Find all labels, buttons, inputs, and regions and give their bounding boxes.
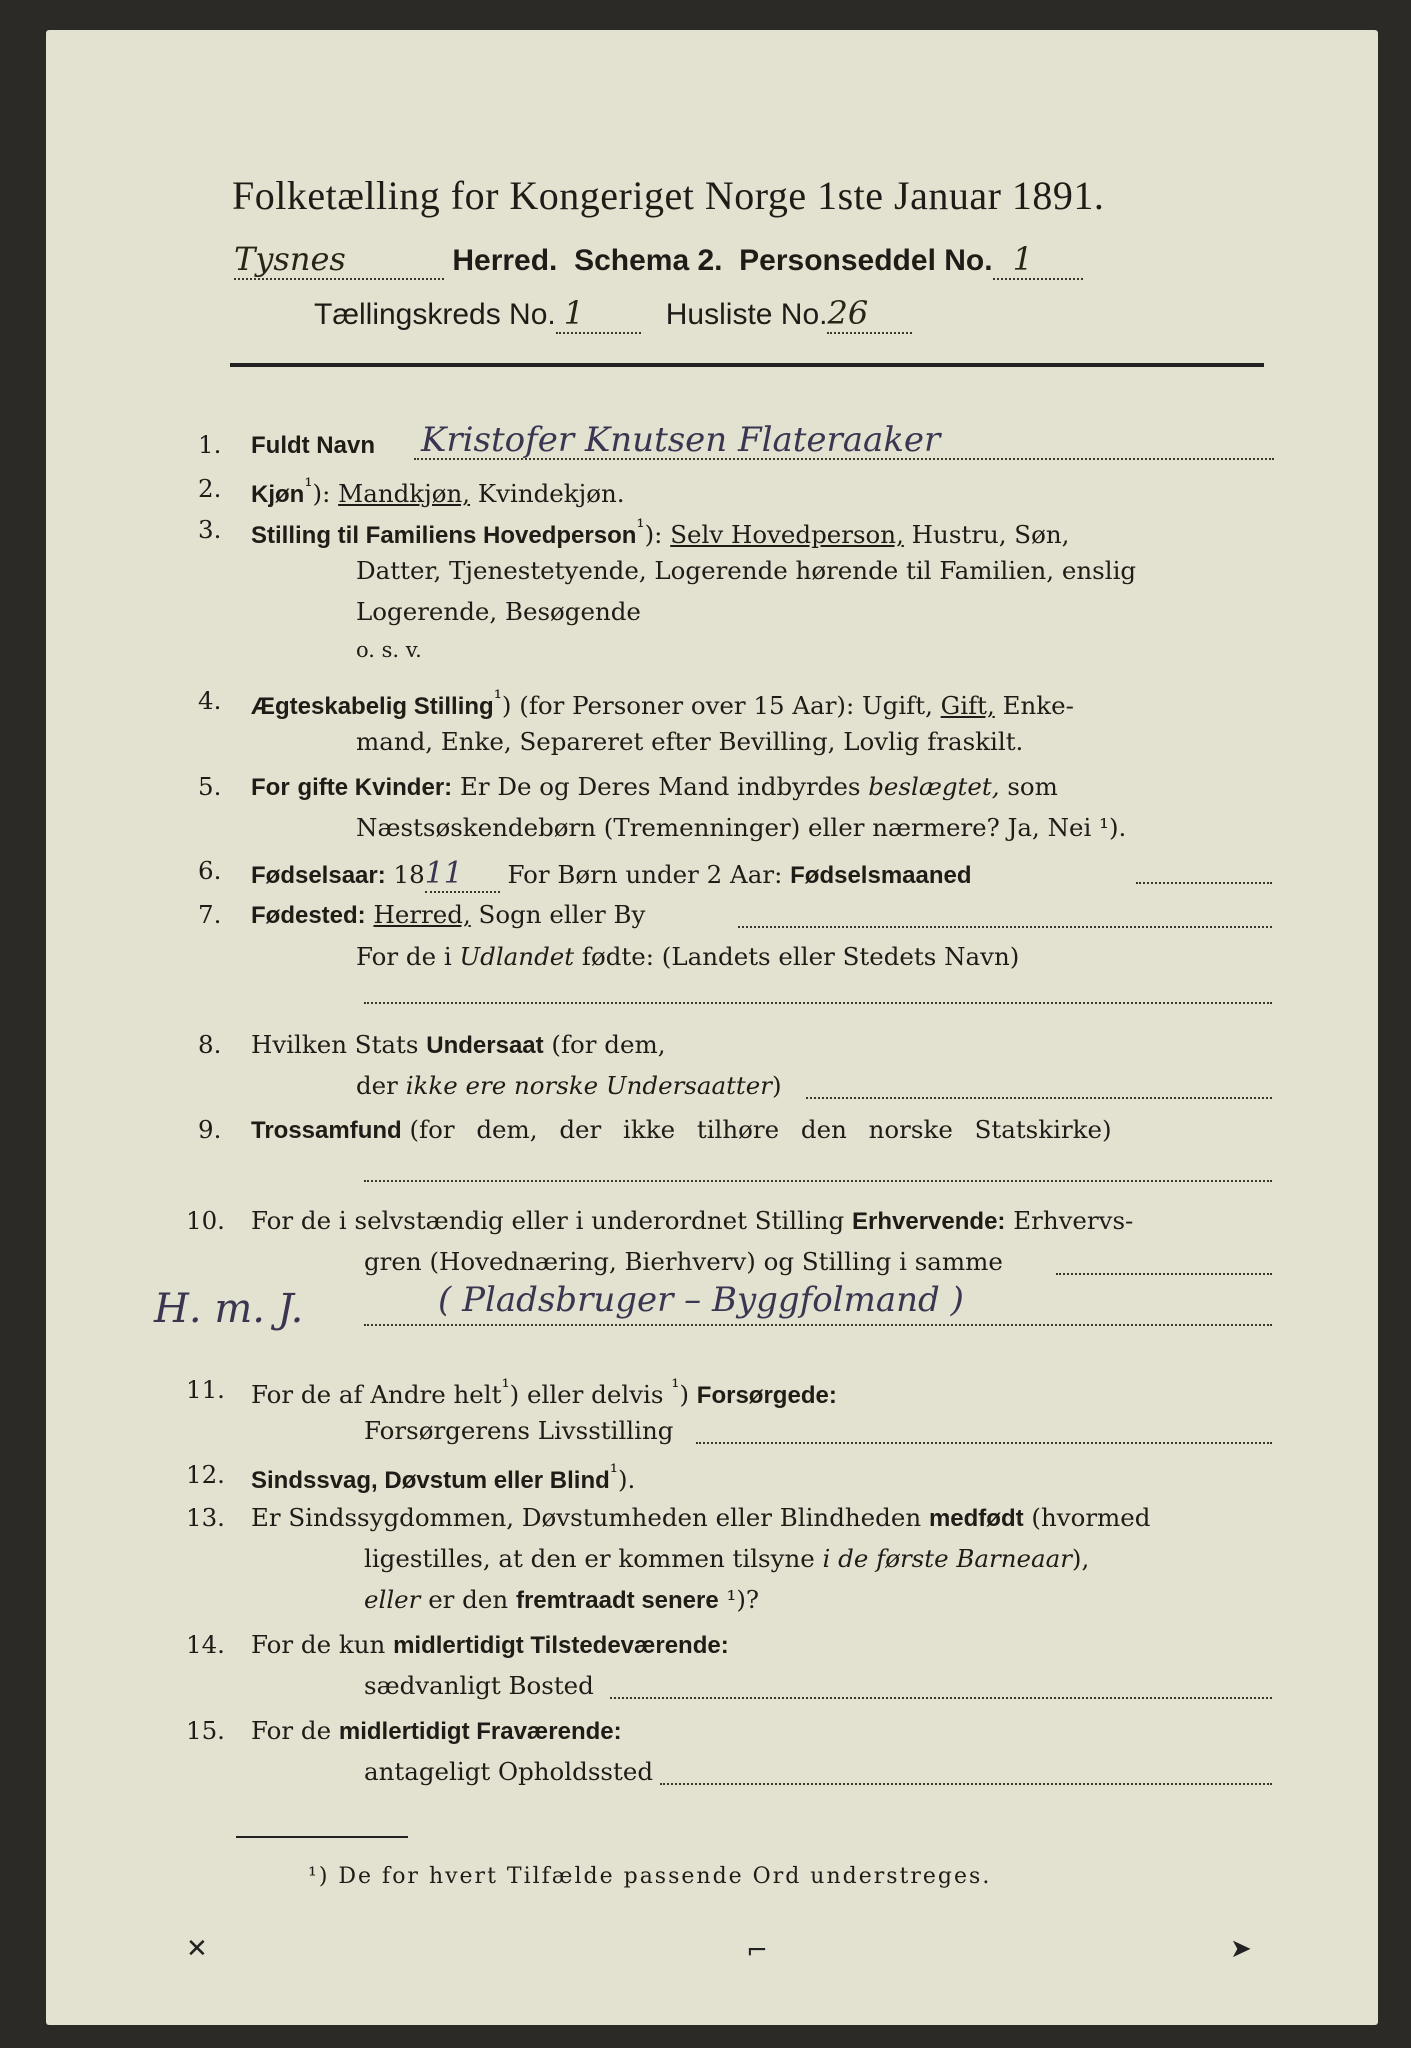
q12-text: Sindssvag, Døvstum eller Blind$^{^1}$). [251, 1460, 636, 1495]
q7-line-2 [356, 942, 1019, 971]
q8-fill-line [806, 1097, 1272, 1099]
herred-label: Herred. [452, 244, 558, 277]
header-line-2 [314, 294, 912, 334]
form-title: Folketælling for Kongeriget Norge 1ste Januar 1891. [232, 173, 1105, 218]
q3-text: Stilling til Familiens Hovedperson$^{^1}$): Selv Hovedperson, Hustru, Søn, [251, 515, 1070, 550]
q6-year: 11 [424, 856, 463, 891]
q6-text-children: For Børn under 2 Aar: [507, 860, 783, 889]
tellingskreds-no: 1 [563, 294, 585, 332]
q3-selected: Selv Hovedperson, [670, 520, 904, 550]
q9-number: 9. [198, 1115, 222, 1144]
q13-line-3-label: fremtraadt senere [515, 1587, 719, 1614]
q13-line-3-italic: eller [364, 1585, 421, 1614]
q13-line-2-a: ligestilles, at den er kommen tilsyne [364, 1544, 815, 1573]
q13-label: medfødt [928, 1505, 1024, 1532]
q15-number: 15. [186, 1716, 225, 1745]
q15-fill-line [660, 1783, 1272, 1785]
q13-line-3-b: ¹)? [726, 1585, 760, 1614]
registration-mark-left: ✕ [186, 1934, 208, 1964]
q12-sup: ¹ [609, 1460, 618, 1484]
q4-selected: Gift, [940, 691, 995, 721]
q8-number: 8. [198, 1030, 222, 1059]
q4-sup: ¹ [493, 686, 502, 710]
q2-selected: Mandkjøn, [338, 479, 471, 509]
q10-fill-line-1 [1056, 1273, 1272, 1275]
q11-number: 11. [186, 1375, 225, 1404]
header-rule [230, 363, 1264, 367]
q6-number: 6. [198, 856, 222, 885]
q5-text [251, 772, 1058, 802]
q2-other: Kvindekjøn. [477, 479, 625, 509]
q7-line-2-b: fødte: (Landets eller Stedets Navn) [581, 942, 1020, 971]
q11-label: Forsørgede: [696, 1382, 837, 1410]
herred-field [234, 240, 444, 280]
q6-text [251, 856, 972, 893]
personseddel-field [993, 240, 1083, 280]
q5-text-2: som [1007, 772, 1058, 801]
q12-number: 12. [186, 1460, 225, 1489]
q8-text [251, 1030, 666, 1060]
q3-line-4: o. s. v. [356, 638, 422, 662]
header-line-1 [234, 240, 1083, 280]
q10-text [251, 1206, 1133, 1236]
q8-line-2-italic: ikke ere norske Undersaatter [405, 1071, 772, 1100]
q13-line-2-italic: i de første Barneaar [822, 1544, 1072, 1573]
q8-line-2 [356, 1071, 782, 1100]
q15-text-a: For de [251, 1716, 332, 1745]
q1-number: 1. [198, 430, 222, 459]
q14-fill-line [610, 1697, 1272, 1699]
q9-blank-line [364, 1180, 1272, 1182]
q1-value: Kristofer Knutsen Flateraaker [421, 420, 941, 460]
q13-text-b: (hvormed [1031, 1503, 1151, 1532]
q2-text: Kjøn$^{^1}$): Mandkjøn, Kvindekjøn. [251, 474, 625, 509]
q8-line-2-a: der [356, 1071, 398, 1100]
q8-label: Undersaat [426, 1032, 544, 1059]
q15-line-2: antageligt Opholdssted [364, 1757, 653, 1786]
q13-line-2-b: ), [1071, 1544, 1090, 1573]
personseddel-label: Personseddel No. [739, 244, 993, 277]
q4-text: Ægteskabelig Stilling$^{^1}$) (for Personer over 15 Aar): Ugift, Gift, Enke- [251, 686, 1074, 721]
q15-label: midlertidigt Fraværende: [338, 1718, 622, 1745]
q13-text-a: Er Sindssygdommen, Døvstumheden eller Blindheden [251, 1503, 922, 1532]
q9-text [251, 1115, 1112, 1145]
q14-line-2: sædvanligt Bosted [364, 1671, 594, 1700]
q6-label: Fødselsaar: [251, 862, 386, 889]
q9-label: Trossamfund [251, 1117, 402, 1144]
q10-margin-note: H. m. J. [154, 1286, 304, 1332]
q5-line-2: Næstsøskendebørn (Tremenninger) eller nærmere? Ja, Nei ¹). [356, 813, 1127, 842]
q3-sup: ¹ [636, 515, 645, 539]
q10-line-2: gren (Hovednæring, Bierhverv) og Stilling i samme [364, 1247, 1003, 1276]
q11-sup-2: ¹ [671, 1375, 680, 1399]
q4-label: Ægteskabelig Stilling [251, 693, 494, 721]
q12-label: Sindssvag, Døvstum eller Blind [251, 1467, 610, 1495]
q6-fill-line [1136, 882, 1272, 884]
husliste-label: Husliste No. [665, 298, 828, 331]
q10-label: Erhvervende: [852, 1208, 1006, 1235]
q14-number: 14. [186, 1630, 225, 1659]
q8-line-2-b: ) [771, 1071, 782, 1100]
registration-mark-center: ⌐ [746, 1936, 768, 1966]
q10-fill-line-2 [364, 1324, 1272, 1326]
q13-line-3-a: er den [428, 1585, 509, 1614]
personseddel-no: 1 [1012, 240, 1033, 278]
q8-text-a: Hvilken Stats [251, 1030, 419, 1059]
q11-sup: ¹ [501, 1375, 510, 1399]
registration-mark-right: ➤ [1230, 1934, 1252, 1964]
q2-number: 2. [198, 474, 222, 503]
q4-line-2: mand, Enke, Separeret efter Bevilling, Lovlig fraskilt. [356, 727, 1024, 756]
q7-number: 7. [198, 900, 222, 929]
q7-selected: Herred, [373, 900, 471, 929]
q5-label-b: gifte Kvinder: [297, 774, 453, 801]
q14-text-a: For de kun [251, 1630, 386, 1659]
q7-blank-line [364, 1002, 1272, 1004]
census-form-page [46, 30, 1378, 2025]
q10-text-a: For de i selvstændig eller i underordnet Stilling [251, 1206, 845, 1235]
q5-italic: beslægtet, [868, 772, 1000, 801]
q3-line-3: Logerende, Besøgende [356, 597, 641, 626]
q11-line-2: Forsørgerens Livsstilling [364, 1416, 674, 1445]
q4-text-1: (for Personer over 15 Aar): Ugift, [519, 691, 933, 721]
husliste-no: 26 [827, 294, 869, 332]
q9-text-rest: (for dem, der ikke tilhøre den norske Statskirke) [409, 1115, 1112, 1144]
q13-text [251, 1503, 1150, 1533]
q5-text-1: Er De og Deres Mand indbyrdes [459, 772, 861, 801]
q5-number: 5. [198, 772, 222, 801]
q1-label: Fuldt Navn [251, 432, 375, 459]
q2-sup: ¹ [304, 474, 313, 498]
q13-number: 13. [186, 1503, 225, 1532]
footnote: ¹) De for hvert Tilfælde passende Ord understreges. [308, 1864, 992, 1889]
q10-number: 10. [186, 1206, 225, 1235]
q11-text-b: eller delvis [527, 1380, 664, 1410]
q7-fill-line [738, 926, 1272, 928]
husliste-field [827, 294, 912, 334]
q10-value: ( Pladsbruger – Byggfolmand ) [438, 1280, 964, 1320]
q3-line-2: Datter, Tjenestetyende, Logerende hørende til Familien, enslig [356, 556, 1137, 585]
q13-line-3 [364, 1585, 759, 1615]
q11-text: For de af Andre helt$^{^1}$) eller delvis $^{^1}$) Forsørgede: [251, 1375, 837, 1410]
q10-text-b: Erhvervs- [1013, 1206, 1134, 1235]
q7-text-rest: Sogn eller By [478, 900, 646, 929]
q7-text [251, 900, 645, 930]
tellingskreds-label: Tællingskreds No. [314, 298, 556, 331]
q7-line-2-italic: Udlandet [459, 942, 575, 971]
q13-line-2 [364, 1544, 1089, 1573]
q6-prefix: 18 [393, 860, 425, 889]
q11-fill-line [696, 1442, 1272, 1444]
q7-line-2-a: For de i [356, 942, 452, 971]
q6-label-2: Fødselsmaaned [790, 862, 972, 889]
q3-rest: Hustru, Søn, [911, 520, 1070, 550]
q2-label: Kjøn [251, 481, 305, 509]
q14-label: midlertidigt Tilstedeværende: [393, 1632, 729, 1659]
q1-row [198, 430, 221, 459]
q3-number: 3. [198, 515, 222, 544]
q7-label: Fødested: [251, 902, 366, 929]
herred-name: Tysnes [234, 240, 346, 278]
q8-text-b: (for dem, [551, 1030, 666, 1059]
schema-label: Schema 2. [574, 244, 723, 277]
tellingskreds-field [556, 294, 641, 334]
q11-text-a: For de af Andre helt [251, 1380, 502, 1410]
q3-label: Stilling til Familiens Hovedperson [251, 522, 637, 550]
q15-text [251, 1716, 622, 1746]
footnote-rule [236, 1836, 408, 1838]
q5-label-a: For [251, 774, 290, 801]
q6-year-field [425, 856, 500, 893]
q4-text-2: Enke- [1002, 691, 1074, 721]
q14-text [251, 1630, 729, 1660]
q4-number: 4. [198, 686, 222, 715]
